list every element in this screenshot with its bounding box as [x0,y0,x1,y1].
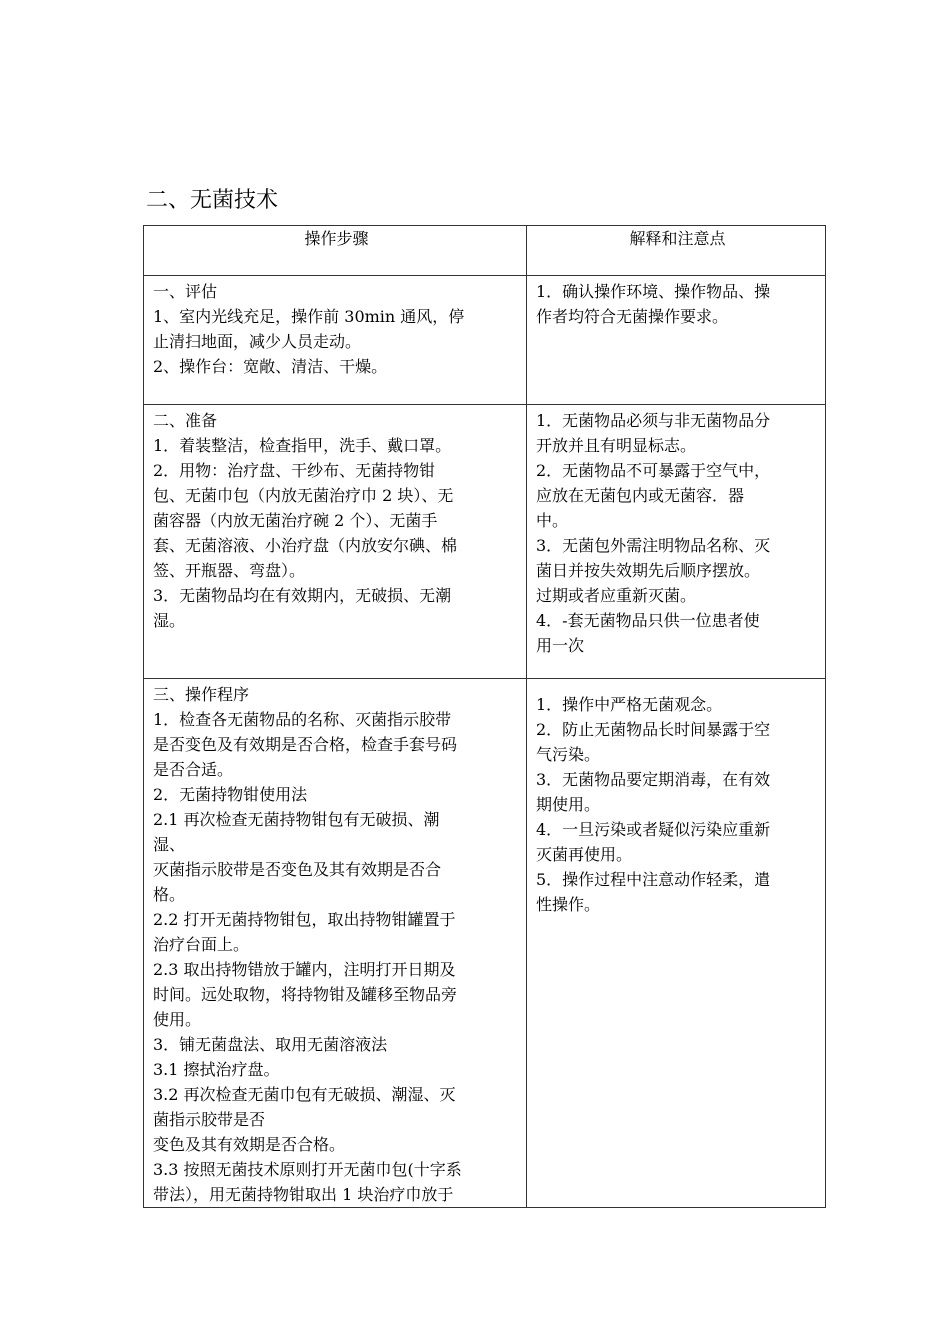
text-line: 带法），用无菌持物钳取出 1 块治疗巾放于 [153,1185,454,1204]
text-line: 3.2 再次检查无菌巾包有无破损、潮湿、灭 [153,1085,456,1104]
text-line: 2．无菌持物钳使用法 [153,785,308,804]
text-line: 用一次 [536,636,585,655]
text-line: 3.1 擦拭治疗盘。 [153,1060,280,1079]
steps-cell-assessment [144,276,527,405]
table-row [144,679,826,1208]
text-line: 2.2 打开无菌持物钳包，取出持物钳罐置于 [153,910,456,929]
text-line: 湿。 [153,611,186,630]
text-line: 是否变色及有效期是否合格，检查手套号码 [153,735,458,754]
text-line: 治疗台面上。 [153,935,250,954]
text-line: 1．检查各无菌物品的名称、灭菌指示胶带 [153,710,452,729]
text-line: 套、无菌溶液、小治疗盘（内放安尔碘、棉 [153,536,458,555]
table-row [144,276,826,405]
text-line: 中。 [536,511,569,530]
text-line: 1．着装整洁，检查指甲，洗手、戴口罩。 [153,436,452,455]
text-line: 二、准备 [153,411,218,430]
text-line: 时间。远处取物，将持物钳及罐移至物品旁 [153,985,458,1004]
text-line: 签、开瓶器、弯盘）。 [153,561,306,580]
text-line: 灭菌指示胶带是否变色及其有效期是否合 [153,860,442,879]
text-line: 灭菌再使用。 [536,845,633,864]
notes-cell-procedure [527,679,826,1208]
procedure-table [143,225,826,1208]
text-line: 3．无菌物品要定期消毒，在有效 [536,770,771,789]
text-line: 3．铺无菌盘法、取用无菌溶液法 [153,1035,388,1054]
text-line: 止清扫地面，减少人员走动。 [153,332,362,351]
text-line: 3．无菌物品均在有效期内，无破损、无潮 [153,586,452,605]
text-line: 湿、 [153,835,186,854]
text-line: 气污染。 [536,745,601,764]
text-line: 菌容器（内放无菌治疗碗 2 个）、无菌手 [153,511,438,530]
text-line: 2、操作台：宽敞、清洁、干燥。 [153,357,388,376]
text-line: 菌日并按失效期先后顺序摆放。 [536,561,761,580]
cell-spacer [536,682,819,692]
text-line: 格。 [153,885,186,904]
notes-cell-assessment [527,276,826,405]
text-line: 1．确认操作环境、操作物品、操 [536,282,771,301]
steps-cell-preparation [144,405,527,679]
header-notes: 解释和注意点 [527,226,826,276]
header-steps: 操作步骤 [144,226,527,276]
text-line: 2．用物：治疗盘、干纱布、无菌持物钳 [153,461,436,480]
text-line: 1．操作中严格无菌观念。 [536,695,723,714]
table-row [144,405,826,679]
text-line: 2．无菌物品不可暴露于空气中， [536,461,771,480]
text-line: 3.3 按照无菌技术原则打开无菌巾包(十字系 [153,1160,462,1179]
text-line: 作者均符合无菌操作要求。 [536,307,729,326]
text-line: 1、室内光线充足，操作前 30min 通风，停 [153,307,465,326]
steps-cell-procedure [144,679,527,1208]
text-line: 4．-套无菌物品只供一位患者使 [536,611,760,630]
text-line: 3．无菌包外需注明物品名称、灭 [536,536,771,555]
text-line: 2.3 取出持物错放于罐内，注明打开日期及 [153,960,456,979]
text-line: 包、无菌巾包（内放无菌治疗巾 2 块）、无 [153,486,454,505]
text-line: 使用。 [153,1010,202,1029]
text-line: 2.1 再次检查无菌持物钳包有无破损、潮 [153,810,440,829]
text-line: 性操作。 [536,895,601,914]
section-heading: 二、无菌技术 [146,188,279,213]
text-line: 菌指示胶带是否 [153,1110,266,1129]
text-line: 一、评估 [153,282,218,301]
text-line: 1．无菌物品必须与非无菌物品分 [536,411,771,430]
text-line: 变色及其有效期是否合格。 [153,1135,346,1154]
text-line: 是否合适。 [153,760,234,779]
text-line: 开放并且有明显标志。 [536,436,697,455]
text-line: 2．防止无菌物品长时间暴露于空 [536,720,771,739]
table-header-row [144,226,826,276]
text-line: 三、操作程序 [153,685,250,704]
text-line: 5．操作过程中注意动作轻柔，遣 [536,870,771,889]
notes-cell-preparation [527,405,826,679]
text-line: 过期或者应重新灭菌。 [536,586,697,605]
text-line: 应放在无菌包内或无菌容．器 [536,486,745,505]
text-line: 4．一旦污染或者疑似污染应重新 [536,820,771,839]
text-line: 期使用。 [536,795,601,814]
